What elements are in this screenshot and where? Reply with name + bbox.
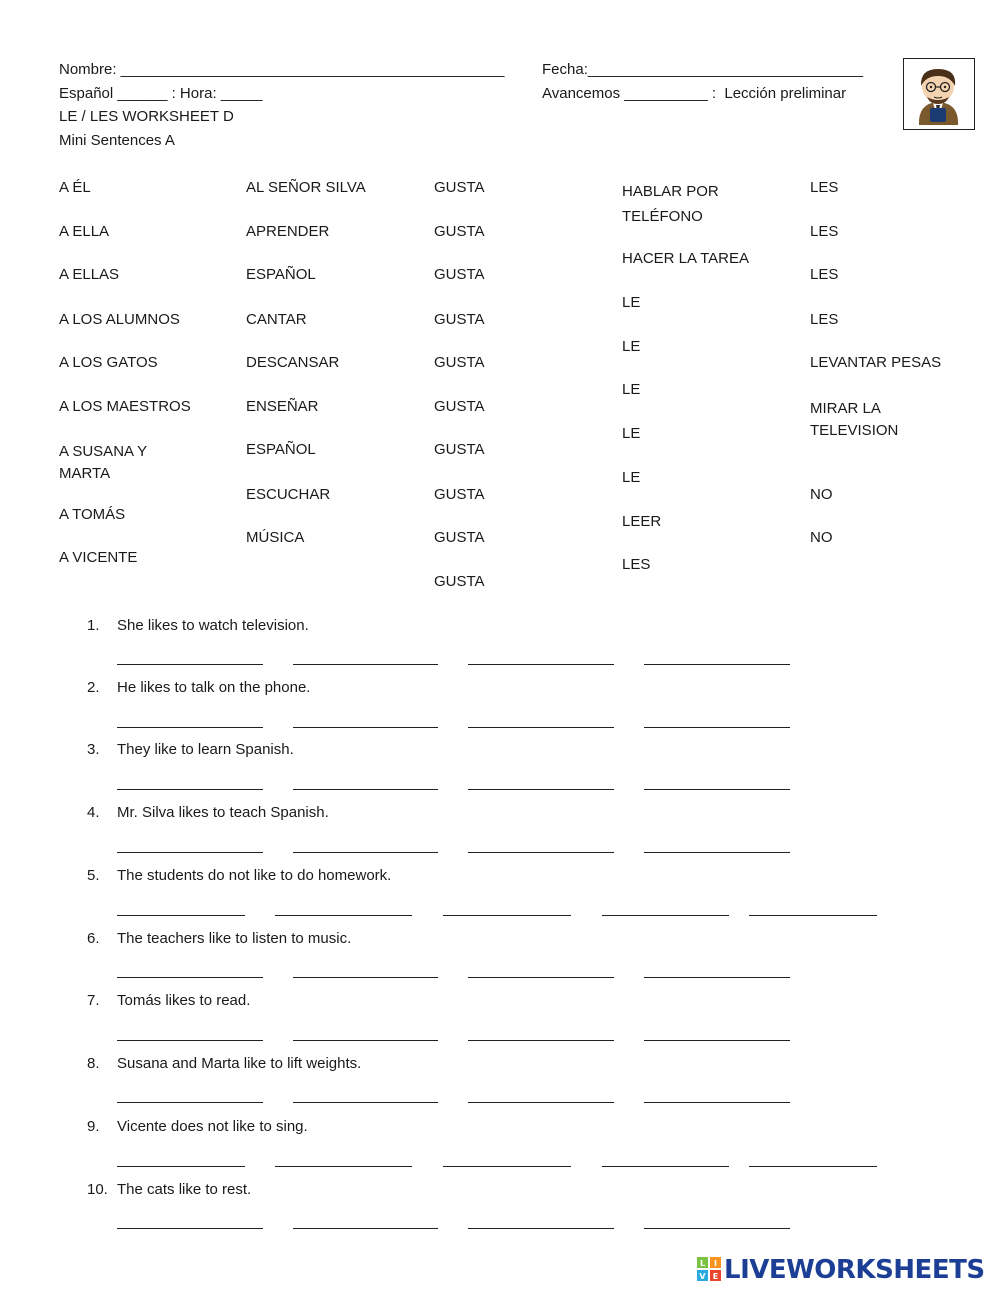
answer-blank[interactable]	[117, 1166, 245, 1167]
cartoon-teacher-avatar-icon	[904, 59, 973, 128]
bank-col5-item: NO	[810, 486, 833, 503]
bank-col3-item: GUSTA	[434, 573, 485, 590]
question-text: She likes to watch television.	[117, 617, 309, 634]
bank-col2-item: ESPAÑOL	[246, 441, 316, 458]
answer-blank[interactable]	[468, 1228, 614, 1229]
answer-blank[interactable]	[293, 1228, 438, 1229]
bank-col2-item: AL SEÑOR SILVA	[246, 179, 366, 196]
bank-col1-item: A ELLA	[59, 223, 110, 240]
question-number: 8.	[87, 1055, 100, 1072]
question-number: 5.	[87, 867, 100, 884]
svg-text:I: I	[714, 1259, 717, 1268]
answer-blank[interactable]	[468, 664, 614, 665]
bank-col2-item: APRENDER	[246, 223, 330, 240]
question-number: 7.	[87, 992, 100, 1009]
bank-col1-item: A VICENTE	[59, 549, 138, 566]
answer-blank[interactable]	[468, 852, 614, 853]
bank-col1-item: A ELLAS	[59, 266, 120, 283]
bank-col3-item: GUSTA	[434, 398, 485, 415]
answer-blank[interactable]	[602, 1166, 729, 1167]
answer-blank[interactable]	[443, 1166, 571, 1167]
bank-col1-item: A LOS MAESTROS	[59, 398, 191, 415]
bank-col5-item: LEVANTAR PESAS	[810, 354, 942, 371]
bank-col5-item: LES	[810, 179, 839, 196]
question-number: 2.	[87, 679, 100, 696]
bank-col4-item: LE	[622, 381, 641, 398]
answer-blank[interactable]	[275, 915, 412, 916]
answer-blank[interactable]	[602, 915, 729, 916]
answer-blank[interactable]	[293, 664, 438, 665]
question-number: 9.	[87, 1118, 100, 1135]
answer-blank[interactable]	[468, 789, 614, 790]
answer-blank[interactable]	[293, 852, 438, 853]
bank-col4-item: LE	[622, 469, 641, 486]
bank-col2-item: CANTAR	[246, 311, 307, 328]
espanol-hora-field[interactable]: Español ______ : Hora: _____	[59, 85, 263, 102]
bank-col3-item: GUSTA	[434, 311, 485, 328]
answer-blank[interactable]	[293, 727, 438, 728]
answer-blank[interactable]	[644, 1228, 790, 1229]
question-text: The students do not like to do homework.	[117, 867, 392, 884]
question-text: The cats like to rest.	[117, 1181, 252, 1198]
answer-blank[interactable]	[117, 1228, 263, 1229]
liveworksheets-cubes-icon	[697, 1257, 721, 1281]
answer-blank[interactable]	[468, 977, 614, 978]
question-number: 1.	[87, 617, 100, 634]
bank-col4-item: LES	[622, 556, 651, 573]
question-number: 3.	[87, 741, 100, 758]
answer-blank[interactable]	[468, 727, 614, 728]
bank-col5-item: LES	[810, 311, 839, 328]
answer-blank[interactable]	[117, 977, 263, 978]
bank-col5-item: NO	[810, 529, 833, 546]
bank-col3-item: GUSTA	[434, 529, 485, 546]
answer-blank[interactable]	[644, 727, 790, 728]
answer-blank[interactable]	[644, 1040, 790, 1041]
question-number: 4.	[87, 804, 100, 821]
answer-blank[interactable]	[117, 789, 263, 790]
question-number: 10.	[87, 1181, 108, 1198]
answer-blank[interactable]	[644, 664, 790, 665]
question-number: 6.	[87, 930, 100, 947]
answer-blank[interactable]	[117, 852, 263, 853]
question-text: Vicente does not like to sing.	[117, 1118, 308, 1135]
bank-col2-item: MÚSICA	[246, 529, 305, 546]
answer-blank[interactable]	[468, 1040, 614, 1041]
bank-col5-item: MIRAR LA TELEVISION	[810, 400, 899, 439]
answer-blank[interactable]	[117, 915, 245, 916]
question-text: He likes to talk on the phone.	[117, 679, 311, 696]
fecha-field[interactable]: Fecha:_________________________________	[542, 61, 864, 78]
bank-col2-item: ENSEÑAR	[246, 398, 319, 415]
bank-col5-item: LES	[810, 266, 839, 283]
bank-col1-item: A ÉL	[59, 179, 91, 196]
avatar	[903, 58, 975, 130]
answer-blank[interactable]	[749, 1166, 877, 1167]
question-text: Mr. Silva likes to teach Spanish.	[117, 804, 329, 821]
bank-col1-item: A LOS ALUMNOS	[59, 311, 180, 328]
question-text: They like to learn Spanish.	[117, 741, 294, 758]
bank-col4-item: HABLAR POR TELÉFONO	[622, 183, 719, 225]
nombre-field[interactable]: Nombre: ______________________________________________	[59, 61, 505, 78]
logo-text: LIVEWORKSHEETS	[724, 1255, 985, 1285]
bank-col3-item: GUSTA	[434, 486, 485, 503]
bank-col3-item: GUSTA	[434, 354, 485, 371]
answer-blank[interactable]	[443, 915, 571, 916]
answer-blank[interactable]	[468, 1102, 614, 1103]
bank-col1-item: A LOS GATOS	[59, 354, 158, 371]
question-text: Tomás likes to read.	[117, 992, 251, 1009]
answer-blank[interactable]	[644, 789, 790, 790]
bank-col5-item: LES	[810, 223, 839, 240]
bank-col2-item: ESPAÑOL	[246, 266, 316, 283]
bank-col4-item: LE	[622, 338, 641, 355]
worksheet-title: LE / LES WORKSHEET D	[59, 108, 234, 125]
answer-blank[interactable]	[293, 977, 438, 978]
answer-blank[interactable]	[644, 852, 790, 853]
answer-blank[interactable]	[644, 977, 790, 978]
bank-col4-item: LEER	[622, 513, 662, 530]
answer-blank[interactable]	[117, 664, 263, 665]
worksheet-subtitle: Mini Sentences A	[59, 132, 175, 149]
bank-col1-item: A TOMÁS	[59, 506, 126, 523]
question-text: The teachers like to listen to music.	[117, 930, 352, 947]
answer-blank[interactable]	[293, 1040, 438, 1041]
bank-col3-item: GUSTA	[434, 223, 485, 240]
answer-blank[interactable]	[117, 1040, 263, 1041]
bank-col1-item: A SUSANA Y MARTA	[59, 443, 147, 482]
answer-blank[interactable]	[749, 915, 877, 916]
answer-blank[interactable]	[293, 1102, 438, 1103]
bank-col4-item: LE	[622, 425, 641, 442]
answer-blank[interactable]	[293, 789, 438, 790]
answer-blank[interactable]	[117, 727, 263, 728]
answer-blank[interactable]	[644, 1102, 790, 1103]
answer-blank[interactable]	[275, 1166, 412, 1167]
svg-text:E: E	[712, 1272, 719, 1281]
bank-col3-item: GUSTA	[434, 266, 485, 283]
answer-blank[interactable]	[117, 1102, 263, 1103]
avancemos-field[interactable]: Avancemos __________ : Lección preliminar	[542, 85, 847, 102]
svg-text:V: V	[699, 1272, 706, 1281]
bank-col2-item: DESCANSAR	[246, 354, 340, 371]
bank-col4-item: LE	[622, 294, 641, 311]
bank-col4-item: HACER LA TAREA	[622, 250, 749, 267]
bank-col3-item: GUSTA	[434, 441, 485, 458]
bank-col2-item: ESCUCHAR	[246, 486, 331, 503]
question-text: Susana and Marta like to lift weights.	[117, 1055, 362, 1072]
bank-col3-item: GUSTA	[434, 179, 485, 196]
svg-text:L: L	[699, 1259, 706, 1268]
